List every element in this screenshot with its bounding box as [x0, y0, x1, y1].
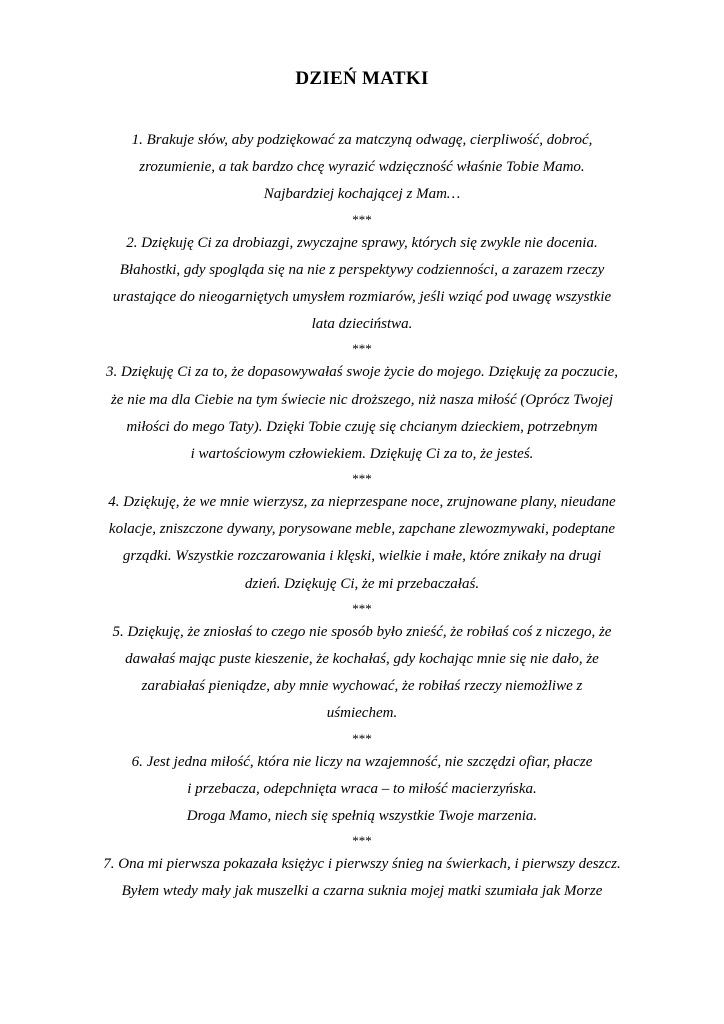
separator: *** [352, 341, 372, 357]
paragraph-line: i przebacza, odepchnięta wraca – to miłość macierzyńska. [187, 780, 537, 797]
paragraph-line: 1. Brakuje słów, aby podziękować za matczyną odwagę, cierpliwość, dobroć, [131, 132, 593, 148]
paragraph-line: uśmiechem. [326, 705, 398, 722]
paragraph-line: 3. Dziękuję Ci za to, że dopasowywałaś swoje życie do mojego. Dziękuję za poczucie, [105, 364, 618, 381]
document-title: DZIEŃ MATKI [295, 68, 429, 89]
list-item [0, 489, 724, 598]
paragraph-line: Byłem wtedy mały jak muszelki a czarna suknia mojej matki szumiała jak Morze [121, 883, 603, 900]
poem-list [0, 127, 724, 906]
list-item [0, 749, 724, 831]
paragraph-line: zarabiałaś pieniądze, aby mnie wychować, że robiłaś rzeczy niemożliwe z [141, 678, 583, 695]
separator: *** [352, 833, 372, 849]
separator: *** [352, 471, 372, 487]
paragraph-line: 2. Dziękuję Ci za drobiazgi, zwyczajne sprawy, których się zwykle nie docenia. [126, 234, 598, 251]
paragraph-line: miłości do mego Taty). Dzięki Tobie czuję się chcianym dzieckiem, potrzebnym [126, 418, 598, 435]
list-item [0, 851, 724, 905]
list-item [0, 619, 724, 728]
paragraph-line: zrozumienie, a tak bardzo chcę wyrazić wdzięczność właśnie Tobie Mamo. [139, 159, 585, 176]
paragraph-line: urastające do nieogarniętych umysłem rozmiarów, jeśli wziąć pod uwagę wszystkie [112, 288, 612, 305]
paragraph-line: że nie ma dla Ciebie na tym świecie nic droższego, niż nasza miłość (Oprócz Twojej [110, 391, 614, 408]
list-item [0, 127, 724, 209]
paragraph-line: dzień. Dziękuję Ci, że mi przebaczałaś. [244, 575, 480, 592]
paragraph-line: grządki. Wszystkie rozczarowania i klęski, wielkie i małe, które znikały na drugi [122, 548, 602, 565]
list-item [0, 359, 724, 468]
paragraph-line: Droga Mamo, niech się spełnią wszystkie Twoje marzenia. [186, 807, 538, 824]
paragraph-line: i wartościowym człowiekiem. Dziękuję Ci za to, że jesteś. [190, 445, 534, 462]
separator: *** [352, 600, 372, 616]
paragraph-line: 7. Ona mi pierwsza pokazała księżyc i pierwszy śnieg na świerkach, i pierwszy deszcz. [103, 856, 621, 873]
list-item [0, 230, 724, 339]
paragraph-line: Najbardziej kochającej z Mam… [263, 186, 461, 203]
paragraph-line: kolacje, zniszczone dywany, porysowane meble, zapchane zlewozmywaki, podeptane [108, 521, 616, 538]
paragraph-line: 4. Dziękuję, że we mnie wierzysz, za nieprzespane noce, zrujnowane plany, nieudane [108, 494, 616, 511]
paragraph-line: Błahostki, gdy spogląda się na nie z perspektywy codzienności, a zarazem rzeczy [119, 261, 605, 278]
paragraph-line: 5. Dziękuję, że zniosłaś to czego nie sposób było znieść, że robiłaś coś z niczego, że [112, 623, 612, 640]
paragraph-line: lata dzieciństwa. [311, 316, 413, 333]
paragraph-line: dawałaś mając puste kieszenie, że kochałaś, gdy kochając mnie się nie dało, że [125, 651, 599, 667]
separator: *** [352, 211, 372, 227]
separator: *** [352, 730, 372, 746]
paragraph-line: 6. Jest jedna miłość, która nie liczy na wzajemność, nie szczędzi ofiar, płacze [131, 753, 593, 770]
